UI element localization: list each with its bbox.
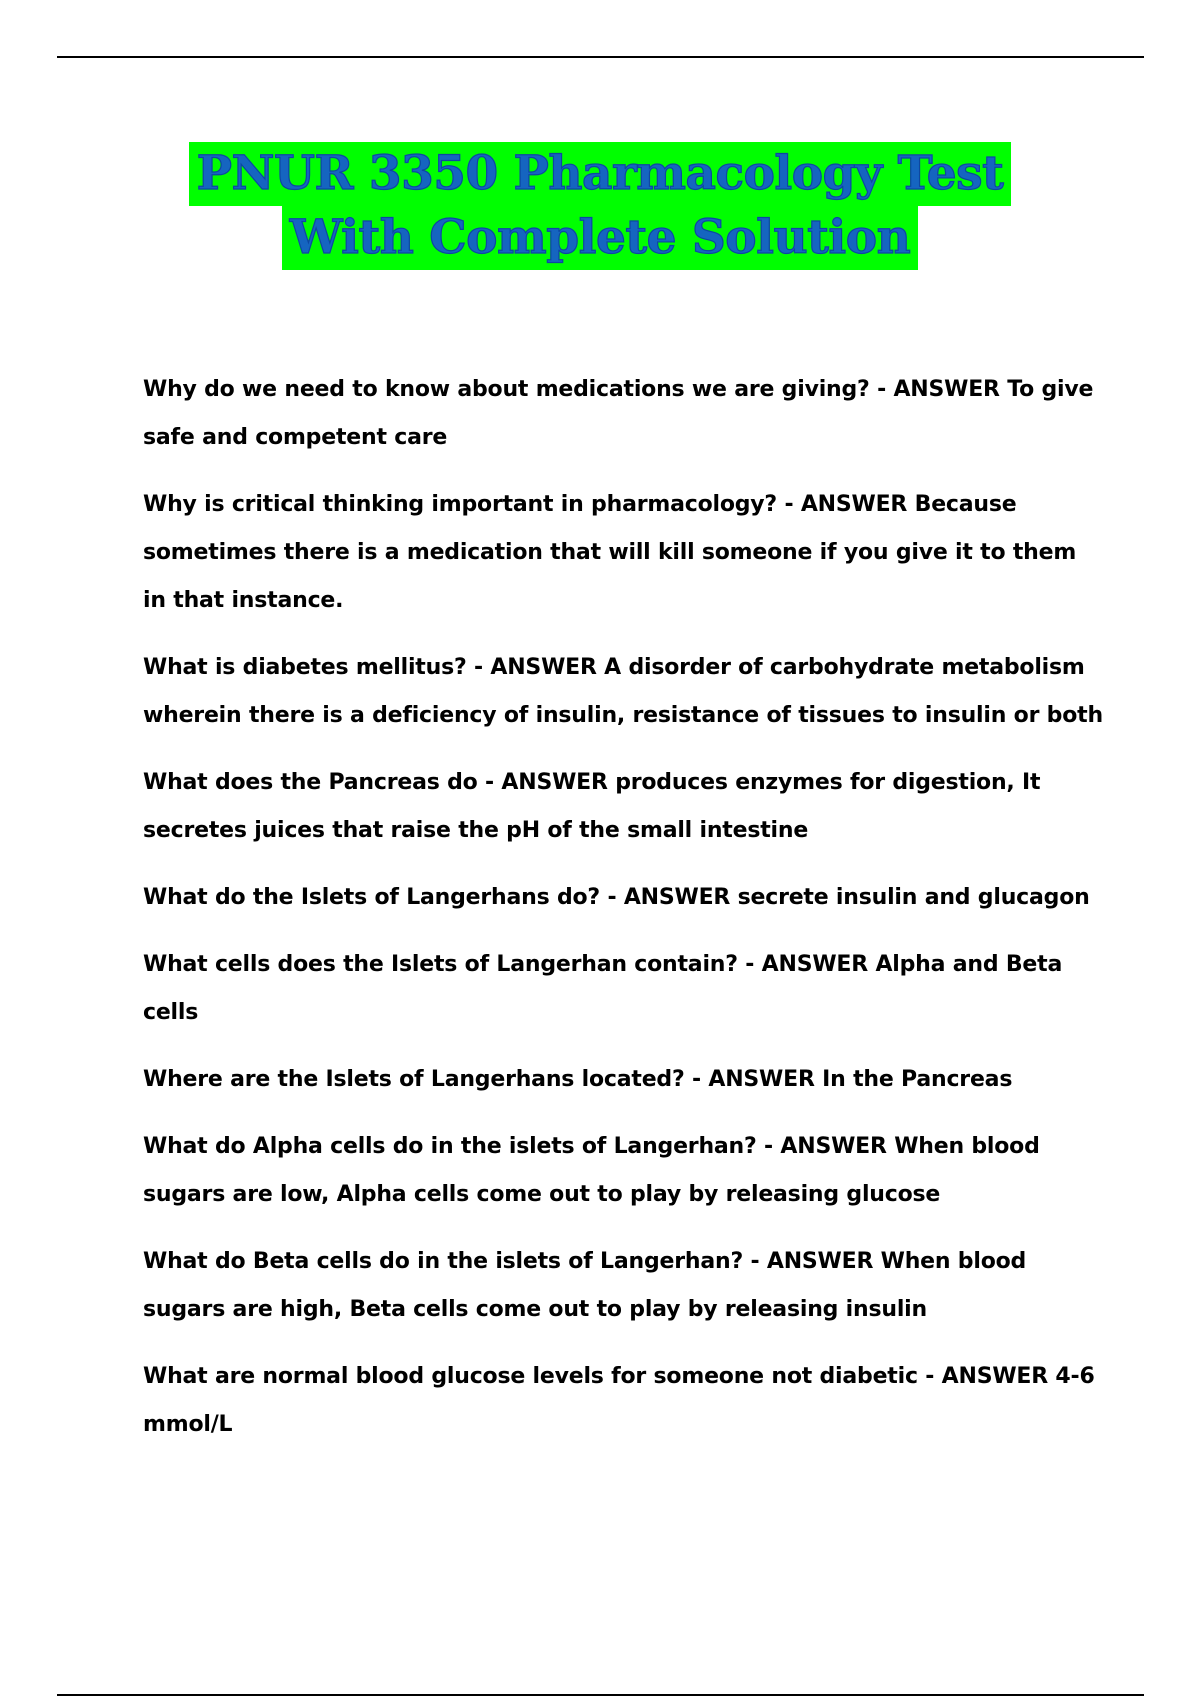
qa-item: What are normal blood glucose levels for someone not diabetic - ANSWER 4-6 mmol/L <box>143 1364 1095 1437</box>
qa-item: What is diabetes mellitus? - ANSWER A disorder of carbohydrate metabolism wherein there is a deficiency of insulin, resistance of tissues to insulin or both <box>143 655 1103 728</box>
document-title <box>0 142 1200 270</box>
top-rule <box>57 56 1144 58</box>
qa-item: Why do we need to know about medications we are giving? - ANSWER To give safe and competent care <box>143 377 1094 450</box>
qa-list <box>143 366 1103 1468</box>
qa-item: Where are the Islets of Langerhans located? - ANSWER In the Pancreas <box>143 1067 1013 1092</box>
qa-item: What do the Islets of Langerhans do? - ANSWER secrete insulin and glucagon <box>143 885 1090 910</box>
qa-item: Why is critical thinking important in pharmacology? - ANSWER Because sometimes there is a medication that will kill someone if you give it to them in that instance. <box>143 492 1077 613</box>
qa-item: What cells does the Islets of Langerhan contain? - ANSWER Alpha and Beta cells <box>143 952 1063 1025</box>
qa-item: What do Alpha cells do in the islets of Langerhan? - ANSWER When blood sugars are low, Alpha cells come out to play by releasing glucose <box>143 1134 1040 1207</box>
title-line-2: With Complete Solution <box>282 206 919 270</box>
qa-item: What does the Pancreas do - ANSWER produces enzymes for digestion, It secretes juices that raise the pH of the small intestine <box>143 770 1041 843</box>
bottom-rule <box>57 1694 1144 1696</box>
title-line-1: PNUR 3350 Pharmacology Test <box>189 142 1012 206</box>
qa-item: What do Beta cells do in the islets of Langerhan? - ANSWER When blood sugars are high, Beta cells come out to play by releasing insulin <box>143 1249 1027 1322</box>
